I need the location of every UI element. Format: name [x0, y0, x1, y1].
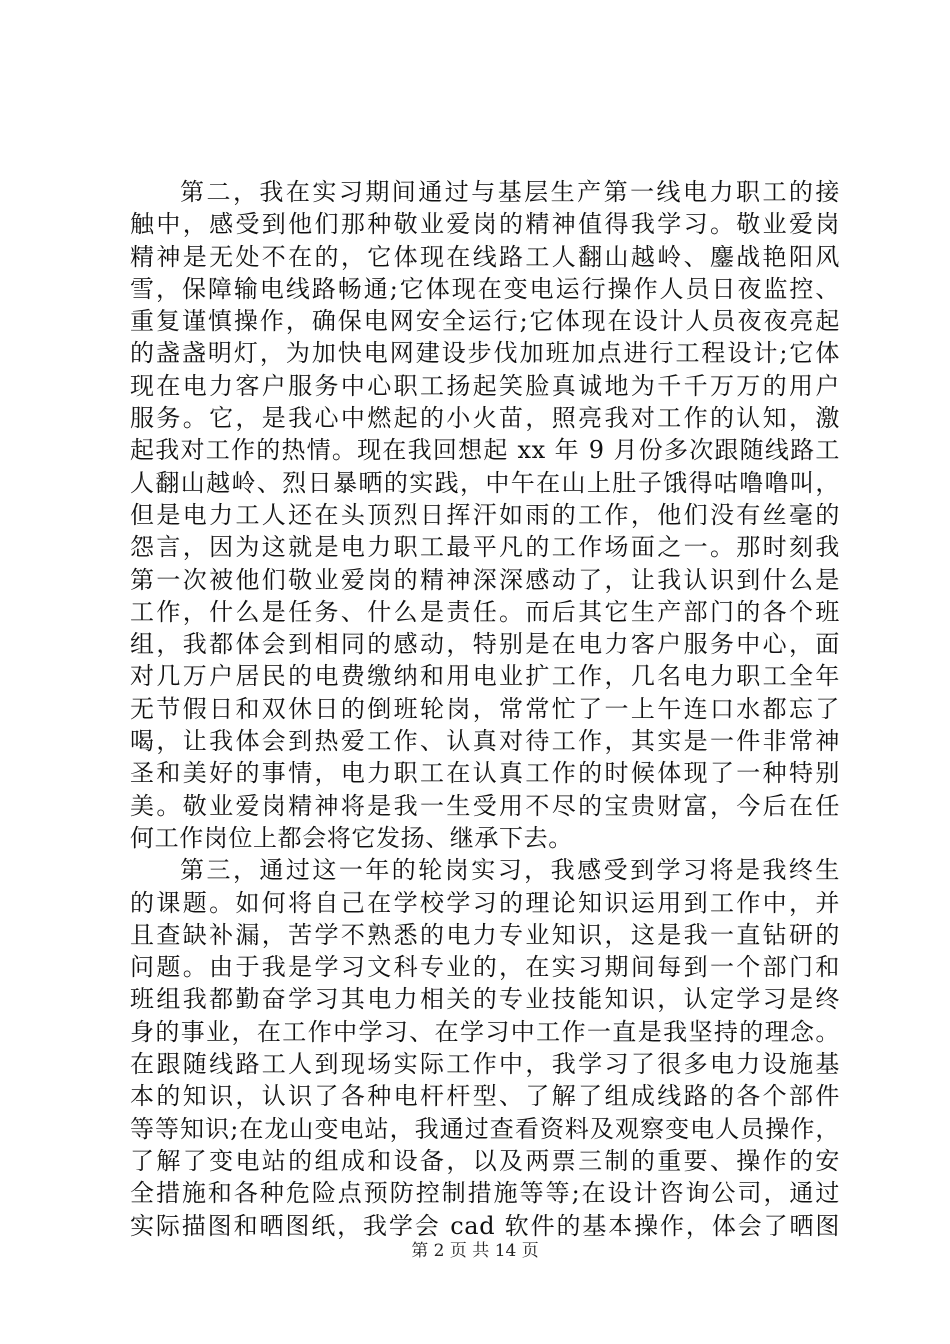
paragraph-line: 在跟随线路工人到现场实际工作中，我学习了很多电力设施基	[130, 1050, 840, 1079]
paragraph-line: 问题。由于我是学习文科专业的，在实习期间每到一个部门和	[130, 953, 840, 982]
paragraph-line: 等等知识;在龙山变电站，我通过查看资料及观察变电人员操作，	[130, 1114, 840, 1143]
paragraph-line: 圣和美好的事情，电力职工在认真工作的时候体现了一种特别	[130, 759, 840, 788]
paragraph-line: 美。敬业爱岗精神将是我一生受用不尽的宝贵财富，今后在任	[130, 791, 840, 820]
paragraph-line: 的课题。如何将自己在学校学习的理论知识运用到工作中，并	[130, 888, 840, 917]
paragraph-line: 对几万户居民的电费缴纳和用电业扩工作，几名电力职工全年	[130, 662, 840, 691]
paragraph-line: 实际描图和晒图纸，我学会 cad 软件的基本操作，体会了晒图	[130, 1211, 840, 1240]
paragraph-line: 第一次被他们敬业爱岗的精神深深感动了，让我认识到什么是	[130, 565, 840, 594]
paragraph-line: 重复谨慎操作，确保电网安全运行;它体现在设计人员夜夜亮起	[130, 307, 840, 336]
paragraph-line: 班组我都勤奋学习其电力相关的专业技能知识，认定学习是终	[130, 985, 840, 1014]
paragraph-line: 组，我都体会到相同的感动，特别是在电力客户服务中心，面	[130, 630, 840, 659]
paragraph-line: 喝，让我体会到热爱工作、认真对待工作，其实是一件非常神	[130, 727, 840, 756]
paragraph-line: 工作，什么是任务、什么是责任。而后其它生产部门的各个班	[130, 597, 840, 626]
paragraph-line: 触中，感受到他们那种敬业爱岗的精神值得我学习。敬业爱岗	[130, 210, 840, 239]
paragraph-line: 且查缺补漏，苦学不熟悉的电力专业知识，这是我一直钻研的	[130, 920, 840, 949]
paragraph-line: 人翻山越岭、烈日暴晒的实践，中午在山上肚子饿得咕噜噜叫，	[130, 468, 840, 497]
paragraph-line: 第三，通过这一年的轮岗实习，我感受到学习将是我终生	[180, 856, 840, 885]
paragraph-line: 服务。它，是我心中燃起的小火苗，照亮我对工作的认知，激	[130, 404, 840, 433]
paragraph-line: 怨言，因为这就是电力职工最平凡的工作场面之一。那时刻我	[130, 533, 840, 562]
paragraph-line: 但是电力工人还在头顶烈日挥汗如雨的工作，他们没有丝毫的	[130, 500, 840, 529]
paragraph-line: 全措施和各种危险点预防控制措施等等;在设计咨询公司，通过	[130, 1179, 840, 1208]
paragraph-line: 了解了变电站的组成和设备，以及两票三制的重要、操作的安	[130, 1146, 840, 1175]
page-number-footer: 第 2 页 共 14 页	[411, 1241, 539, 1261]
paragraph-line: 何工作岗位上都会将它发扬、继承下去。	[130, 823, 573, 852]
paragraph-line: 精神是无处不在的，它体现在线路工人翻山越岭、鏖战艳阳风	[130, 242, 840, 271]
paragraph-line: 第二，我在实习期间通过与基层生产第一线电力职工的接	[180, 178, 840, 206]
paragraph-line: 现在电力客户服务中心职工扬起笑脸真诚地为千千万万的用户	[130, 371, 840, 400]
paragraph-line: 身的事业，在工作中学习、在学习中工作一直是我坚持的理念。	[130, 1017, 840, 1046]
paragraph-line: 本的知识，认识了各种电杆杆型、了解了组成线路的各个部件	[130, 1082, 840, 1111]
paragraph-line: 无节假日和双休日的倒班轮岗，常常忙了一上午连口水都忘了	[130, 694, 840, 723]
document-body	[130, 176, 840, 1242]
paragraph-line: 起我对工作的热情。现在我回想起 xx 年 9 月份多次跟随线路工	[130, 436, 840, 465]
paragraph-line: 的盏盏明灯，为加快电网建设步伐加班加点进行工程设计;它体	[130, 339, 840, 368]
paragraph-line: 雪，保障输电线路畅通;它体现在变电运行操作人员日夜监控、	[130, 274, 840, 303]
